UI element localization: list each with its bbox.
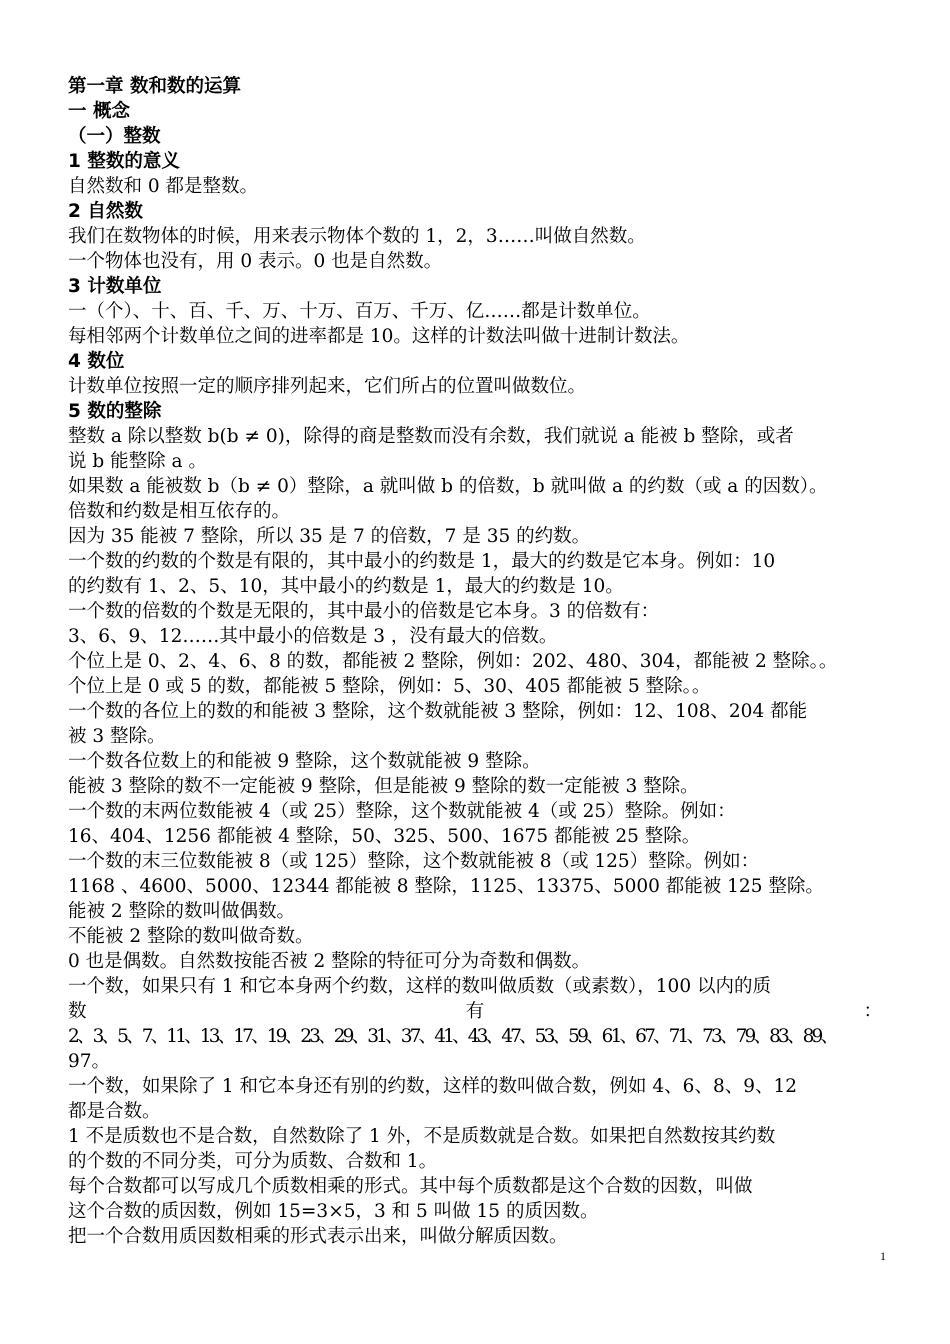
heading-natural-numbers: 2 自然数 [68,201,143,222]
page-number: 1 [880,1249,886,1263]
paragraph-line: 因为 35 能被 7 整除，所以 35 是 7 的倍数，7 是 35 的约数。 [68,526,591,547]
spread-word: 数 [68,1001,87,1022]
paragraph-line: 一个数，如果只有 1 和它本身两个约数，这样的数叫做质数（或素数），100 以内的质 [68,976,771,997]
paragraph-line: 不能被 2 整除的数叫做奇数。 [68,926,314,947]
paragraph-line: 这个合数的质因数，例如 15=3×5，3 和 5 叫做 15 的质因数。 [68,1201,599,1222]
paragraph-line: 整数 a 除以整数 b(b ≠ 0)，除得的商是整数而没有余数，我们就说 a 能被 b 整除，或者 [68,426,794,447]
paragraph-line: 一个数的各位上的数的和能被 3 整除，这个数就能被 3 整除，例如：12、108、204 都能 [68,701,808,722]
paragraph-line: 一个数的倍数的个数是无限的，其中最小的倍数是它本身。3 的倍数有： [68,601,660,622]
paragraph-line: 一个物体也没有，用 0 表示。0 也是自然数。 [68,251,443,272]
paragraph-line: 都是合数。 [68,1101,161,1122]
paragraph-line: 一个数的约数的个数是有限的，其中最小的约数是 1，最大的约数是它本身。例如：10 [68,551,776,572]
paragraph-line: 倍数和约数是相互依存的。 [68,501,291,522]
paragraph-line: 0 也是偶数。自然数按能否被 2 整除的特征可分为奇数和偶数。 [68,951,591,972]
paragraph-line: 把一个合数用质因数相乘的形式表示出来，叫做分解质因数。 [68,1226,568,1247]
paragraph-line: 如果数 a 能被数 b（b ≠ 0）整除，a 就叫做 b 的倍数，b 就叫做 a 的约数（或 a 的因数）。 [68,476,828,497]
paragraph-line: 计数单位按照一定的顺序排列起来，它们所占的位置叫做数位。 [68,376,587,397]
paragraph-line: 自然数和 0 都是整数。 [68,176,259,197]
paragraph-line: 3、6、9、12……其中最小的倍数是 3 ，没有最大的倍数。 [68,626,558,647]
section-title: 一 概念 [68,101,130,122]
chapter-title: 第一章 数和数的运算 [68,76,241,97]
paragraph-line: 一个数各位数上的和能被 9 整除，这个数就能被 9 整除。 [68,751,541,772]
justified-spread-line [68,999,882,1024]
spread-word: ： [863,1001,882,1022]
paragraph-line: 说 b 能整除 a 。 [68,451,207,472]
heading-integer-meaning: 1 整数的意义 [68,151,180,172]
subsection-title: （一）整数 [68,126,161,147]
paragraph-line: 1 不是质数也不是合数，自然数除了 1 外，不是质数就是合数。如果把自然数按其约数 [68,1126,776,1147]
paragraph-line: 16、404、1256 都能被 4 整除，50、325、500、1675 都能被 25 整除。 [68,826,701,847]
paragraph-line: 每个合数都可以写成几个质数相乘的形式。其中每个质数都是这个合数的因数，叫做 [68,1176,753,1197]
paragraph-line: 的约数有 1、2、5、10，其中最小的约数是 1，最大的约数是 10。 [68,576,624,597]
paragraph-line: 一（个）、十、百、千、万、十万、百万、千万、亿……都是计数单位。 [68,301,651,322]
heading-divisibility: 5 数的整除 [68,401,162,422]
paragraph-line: 个位上是 0 或 5 的数，都能被 5 整除，例如：5、30、405 都能被 5 整除。。 [68,676,711,697]
paragraph-line: 被 3 整除。 [68,726,166,747]
paragraph-line: 的个数的不同分类，可分为质数、合数和 1。 [68,1151,438,1172]
paragraph-line: 我们在数物体的时候，用来表示物体个数的 1，2，3……叫做自然数。 [68,226,646,247]
paragraph-line: 能被 3 整除的数不一定能被 9 整除，但是能被 9 整除的数一定能被 3 整除。 [68,776,699,797]
prime-list-line: 2、3、5、7、11、13、17、19、23、29、31、37、41、43、47、53、59、61、67、71、73、79、83、89、 [68,1026,837,1047]
paragraph-line: 能被 2 整除的数叫做偶数。 [68,901,296,922]
document-body [68,74,882,1249]
heading-counting-units: 3 计数单位 [68,276,162,297]
paragraph-line: 1168 、4600、5000、12344 都能被 8 整除，1125、13375、5000 都能被 125 整除。 [68,876,824,897]
spread-word: 有 [465,1001,485,1022]
paragraph-line: 一个数的末两位数能被 4（或 25）整除，这个数就能被 4（或 25）整除。例如： [68,801,736,822]
paragraph-line: 一个数，如果除了 1 和它本身还有别的约数，这样的数叫做合数，例如 4、6、8、9、12 [68,1076,798,1097]
paragraph-line: 97。 [68,1051,111,1072]
paragraph-line: 个位上是 0、2、4、6、8 的数，都能被 2 整除，例如：202、480、304，都能被 2 整除。。 [68,651,838,672]
paragraph-line: 一个数的末三位数能被 8（或 125）整除，这个数就能被 8（或 125）整除。例如： [68,851,760,872]
paragraph-line: 每相邻两个计数单位之间的进率都是 10。这样的计数法叫做十进制计数法。 [68,326,690,347]
heading-digit-places: 4 数位 [68,351,125,372]
